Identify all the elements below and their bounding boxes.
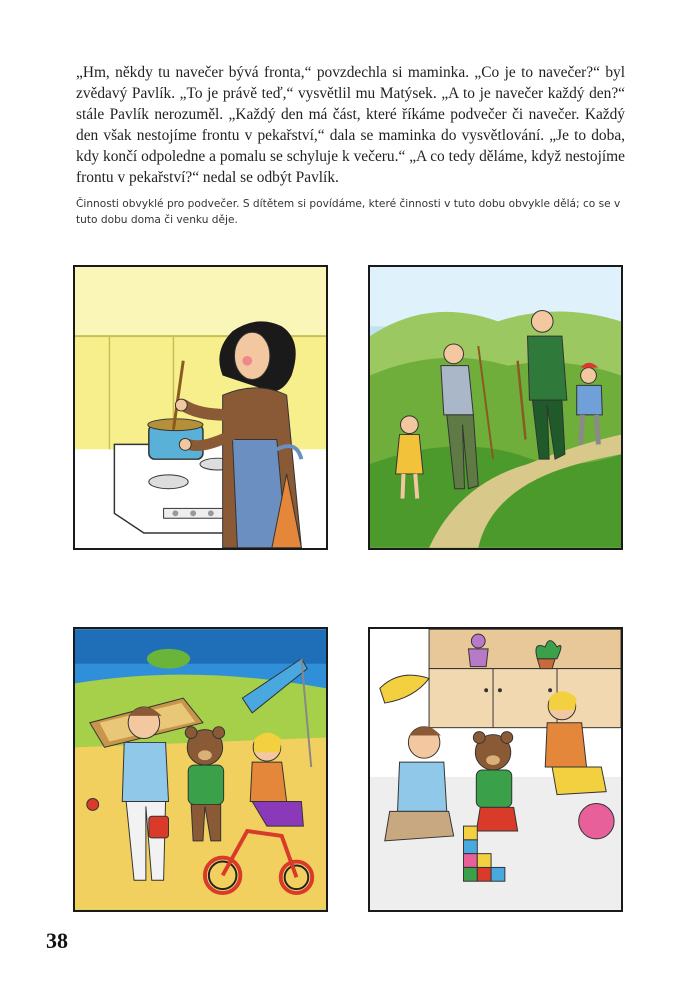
illustration-mother-cooking — [73, 265, 328, 550]
illustration-family-walk — [368, 265, 623, 550]
illustration-playground — [73, 627, 328, 912]
instruction-text: Činnosti obvyklé pro podvečer. S dítětem si povídáme, které činnosti v tuto dobu obvykle dělá; co se v tuto dobu doma či venku děje. — [76, 198, 621, 226]
illustration-play-room — [368, 627, 623, 912]
story-paragraph: „Hm, někdy tu navečer bývá fronta,“ povzdechla si maminka. „Co je to navečer?“ byl zvědavý Pavlík. „To je právě teď,“ vysvětlil mu Matýsek. „A to je navečer každý den?“ stále Pavlík nerozuměl. „Každý den má část, které říkáme podvečer či navečer. Každý den však nestojíme frontu v pekařství,“ dala se maminka do vysvětlování. „Je to doba, kdy končí odpoledne a pomalu se schyluje k večeru.“ „A co tedy děláme, když nestojíme frontu v pekařství?“ nedal se odbýt Pavlík. — [76, 64, 625, 186]
page-number: 38 — [46, 928, 68, 953]
